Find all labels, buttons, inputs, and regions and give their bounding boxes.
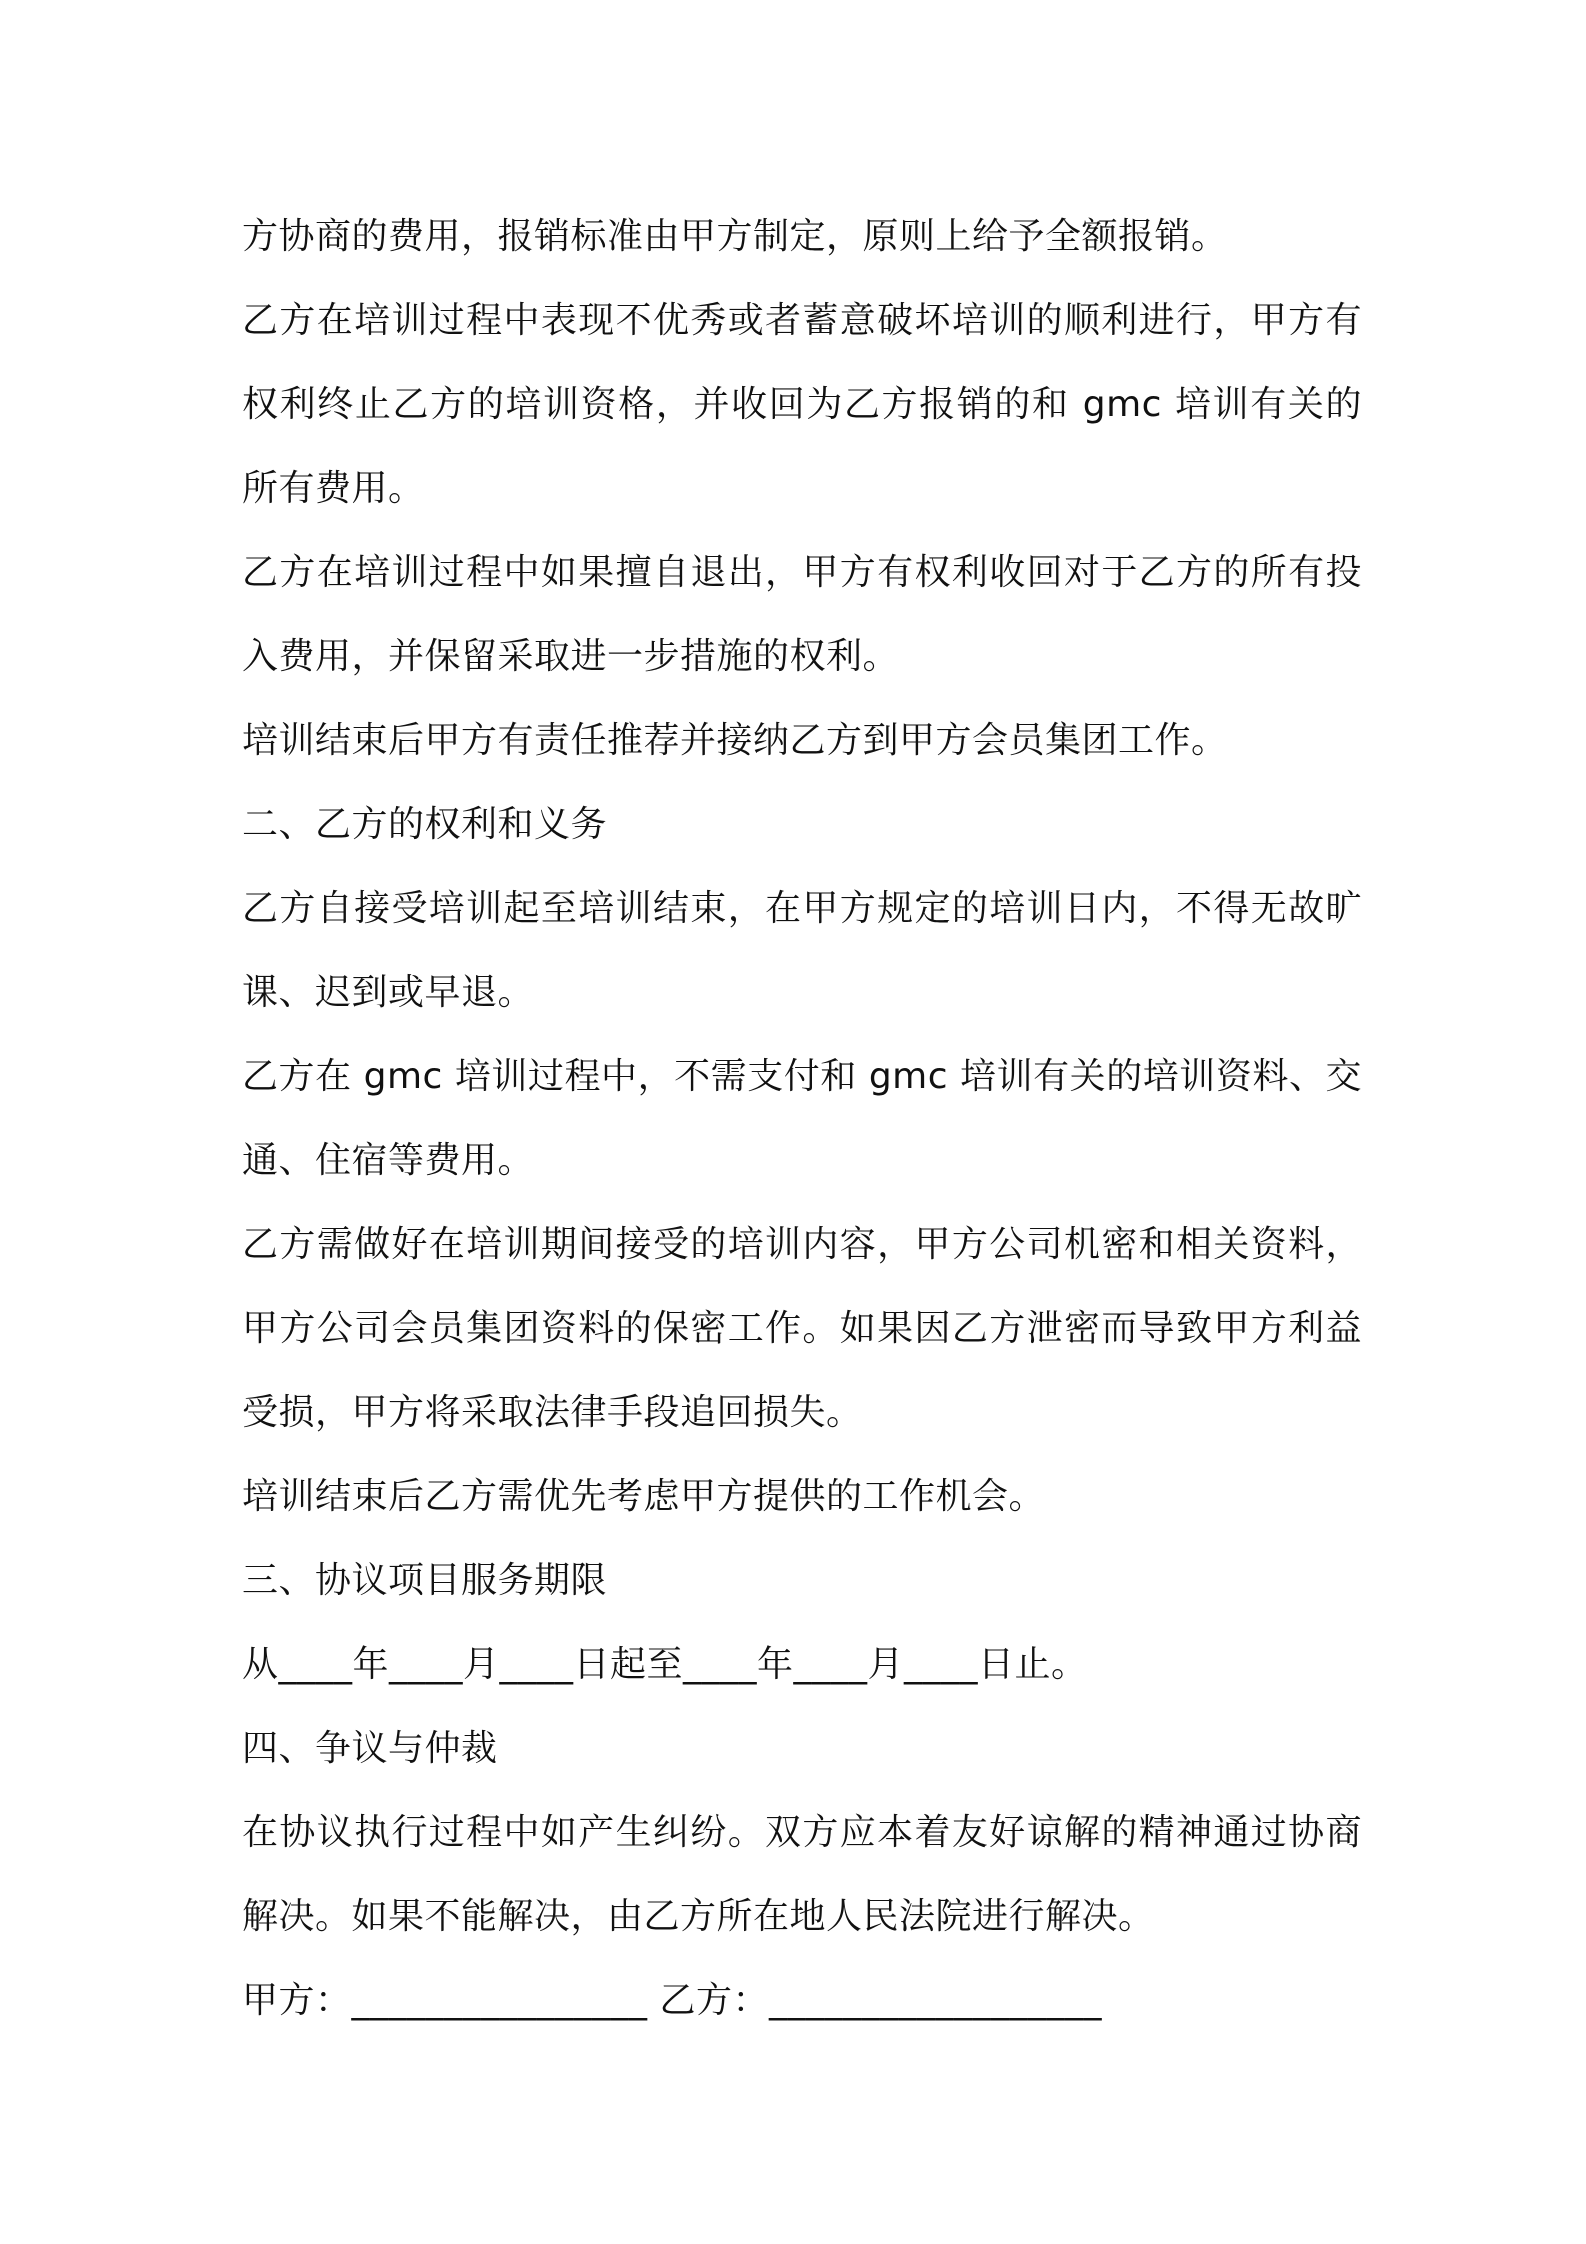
paragraph-line: 受损，甲方将采取法律手段追回损失。 [242, 1392, 863, 1433]
paragraph-line: 培训结束后甲方有责任推荐并接纳乙方到甲方会员集团工作。 [242, 720, 1228, 761]
paragraph-line: 培训结束后乙方需优先考虑甲方提供的工作机会。 [242, 1476, 1046, 1517]
paragraph-line: 乙方自接受培训起至培训结束，在甲方规定的培训日内，不得无故旷 [242, 888, 1362, 929]
document-body [242, 195, 1362, 2043]
paragraph-line: 方协商的费用，报销标准由甲方制定，原则上给予全额报销。 [242, 216, 1228, 257]
paragraph-line: 所有费用。 [242, 468, 425, 509]
paragraph-line: 乙方在培训过程中如果擅自退出，甲方有权利收回对于乙方的所有投 [242, 552, 1362, 593]
paragraph-line: 乙方在培训过程中表现不优秀或者蓄意破坏培训的顺利进行，甲方有 [242, 300, 1362, 341]
paragraph-line: 通、住宿等费用。 [242, 1140, 535, 1181]
section-heading: 四、争议与仲裁 [242, 1728, 498, 1769]
paragraph-line: 在协议执行过程中如产生纠纷。双方应本着友好谅解的精神通过协商 [242, 1812, 1362, 1853]
paragraph-line: 课、迟到或早退。 [242, 972, 535, 1013]
paragraph-line: 入费用，并保留采取进一步措施的权利。 [242, 636, 900, 677]
paragraph-line: 解决。如果不能解决，由乙方所在地人民法院进行解决。 [242, 1896, 1155, 1937]
paragraph-line: 权利终止乙方的培训资格，并收回为乙方报销的和 gmc 培训有关的 [242, 384, 1362, 425]
section-heading: 三、协议项目服务期限 [242, 1560, 608, 1601]
paragraph-line: 乙方需做好在培训期间接受的培训内容，甲方公司机密和相关资料， [242, 1224, 1362, 1265]
service-period-line: 从____年____月____日起至____年____月____日止。 [242, 1644, 1088, 1685]
signature-line: 甲方：________________ 乙方：__________________ [242, 1980, 1102, 2021]
paragraph-line: 甲方公司会员集团资料的保密工作。如果因乙方泄密而导致甲方利益 [242, 1308, 1362, 1349]
section-heading: 二、乙方的权利和义务 [242, 804, 608, 845]
paragraph-line: 乙方在 gmc 培训过程中，不需支付和 gmc 培训有关的培训资料、交 [242, 1056, 1362, 1097]
